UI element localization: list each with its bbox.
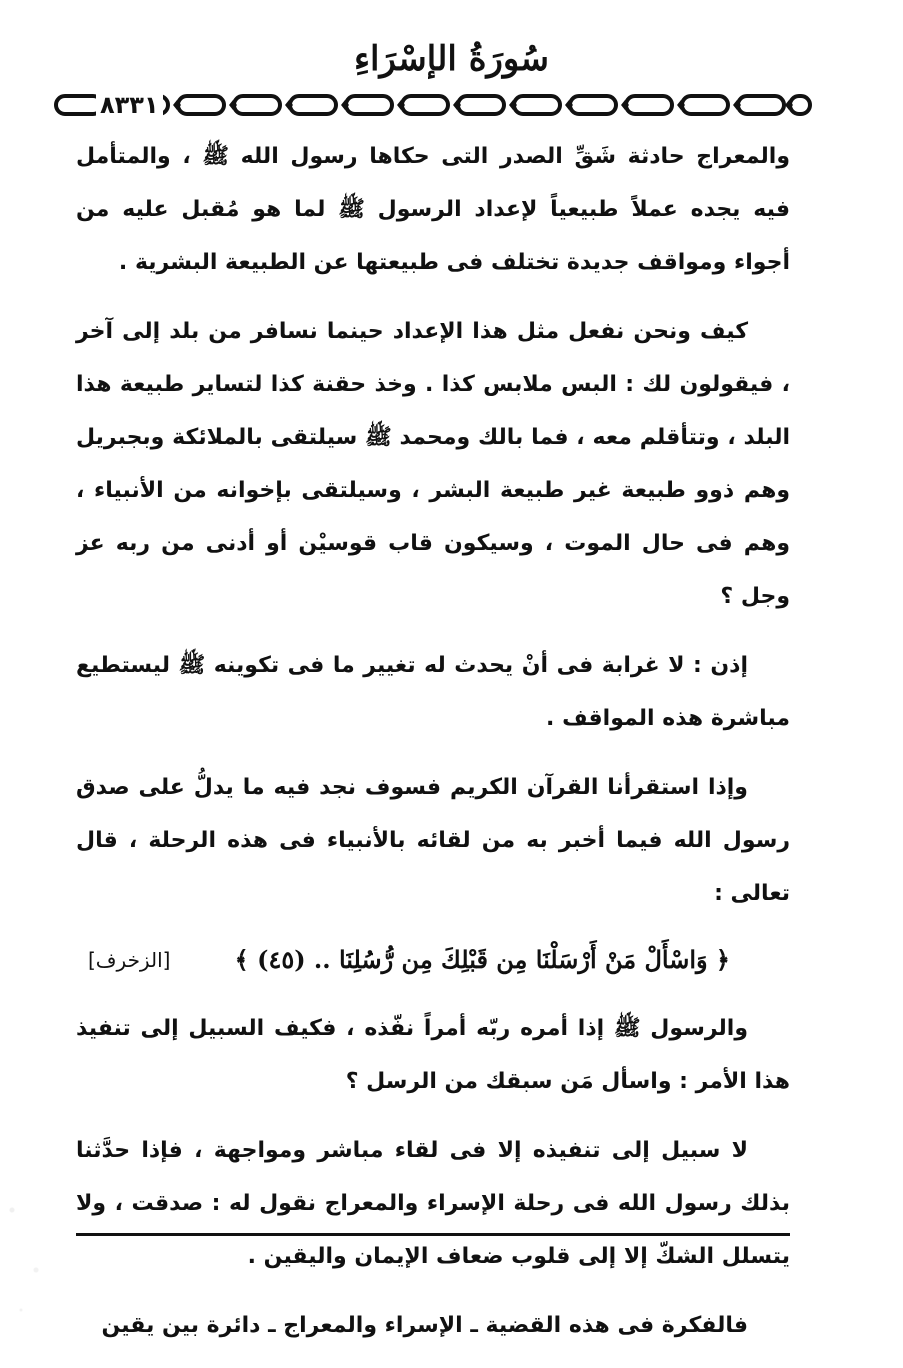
paragraph: والمعراج حادثة شَقِّ الصدر التى حكاها رسول الله ﷺ ، والمتأمل فيه يجده عملاً طبيعياً لإعداد الرسول ﷺ لما هو مُقبل عليه من أجواء ومواقف جديدة تختلف فى طبيعتها عن الطبيعة البشرية .	[76, 144, 790, 275]
page-number: ٨٣٣١	[96, 88, 163, 122]
verse-reference: [الزخرف]	[88, 948, 171, 972]
scan-artifact	[0, 1150, 60, 1350]
verse-text: ﴿ وَاسْأَلْ مَنْ أَرْسَلْنَا مِن قَبْلِكَ مِن رُّسُلِنَا .. (٤٥) ﴾	[234, 945, 730, 974]
paragraph: إذن : لا غرابة فى أنْ يحدث له تغيير ما فى تكوينه ﷺ ليستطيع مباشرة هذه المواقف .	[76, 653, 790, 731]
surah-title: سُورَةُ الإسْرَاءِ	[354, 39, 549, 79]
paragraph: والرسول ﷺ إذا أمره ربّه أمراً نفّذه ، فكيف السبيل إلى تنفيذ هذا الأمر : واسأل مَن سبقك من الرسل ؟	[76, 1016, 790, 1094]
paragraph: وإذا استقرأنا القرآن الكريم فسوف نجد فيه ما يدلُّ على صدق رسول الله فيما أخبر به من لقائه بالأنبياء فى هذه الرحلة ، قال تعالى :	[76, 775, 790, 906]
quran-verse	[76, 936, 790, 984]
main-text	[76, 130, 790, 1368]
paragraph: فالفكرة فى هذه القضية ـ الإسراء والمعراج ـ دائرة بين يقين	[101, 1313, 748, 1338]
footer-rule	[76, 1233, 790, 1236]
paragraph: لا سبيل إلى تنفيذه إلا فى لقاء مباشر ومواجهة ، فإذا حدَّثنا بذلك رسول الله فى رحلة الإسراء والمعراج نقول له : صدقت ، ولا يتسلل الشكّ إلا إلى قلوب ضعاف الإيمان واليقين .	[76, 1138, 790, 1269]
paragraph: كيف ونحن نفعل مثل هذا الإعداد حينما نسافر من بلد إلى آخر ، فيقولون لك : البس ملابس كذا . وخذ حقنة كذا لتساير طبيعة هذا البلد ، وتتأقلم معه ، فما بالك ومحمد ﷺ سيلتقى بالملائكة وبجبريل وهم ذوو طبيعة غير طبيعة البشر ، وسيلتقى بإخوانه من الأنبياء ، وهم فى حال الموت ، وسيكون قاب قوسيْن أو أدنى من ربه عز وجل ؟	[76, 319, 790, 609]
decorative-chain-border	[52, 88, 814, 122]
